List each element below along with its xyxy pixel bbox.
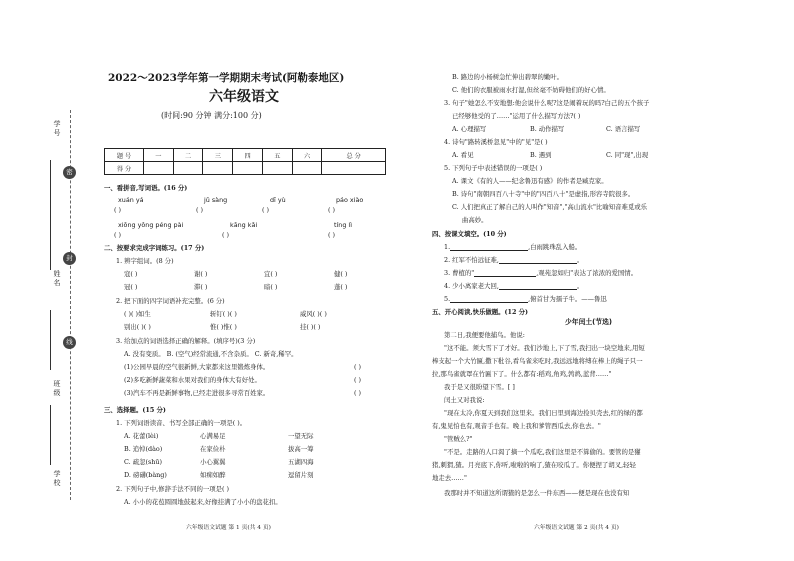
score-cell: 三 <box>203 149 233 162</box>
reading-line: 我于是又很盼望下雪。[ ] <box>444 383 515 391</box>
idiom-fill[interactable]: 斩钉( )( ) <box>210 310 237 318</box>
q2-3-sentence-1: (1)公园早晨的空气很新鲜,大家都来这里锻炼身体。 <box>124 363 270 371</box>
score-input-cell[interactable] <box>173 162 203 175</box>
q2-3-sentence-3: (3)汽车不再是新鲜事物,已经走进很多寻常百姓家。 <box>124 389 270 397</box>
score-input-cell[interactable] <box>292 162 322 175</box>
answer-paren[interactable]: ( ) <box>196 206 204 214</box>
score-input-cell[interactable] <box>322 162 386 175</box>
idiom-fill[interactable]: 挂( )( ) <box>300 323 321 331</box>
score-cell: 总 分 <box>322 149 386 162</box>
bianzi-item: 暗( ) <box>264 283 278 291</box>
c3-option: A. 心理描写 <box>452 125 487 133</box>
answer-paren[interactable]: ( ) <box>222 231 230 239</box>
idiom-fill[interactable]: 别出( )( ) <box>124 323 151 331</box>
section-1-heading: 一、看拼音,写词语。(16 分) <box>104 184 188 192</box>
c1-option: 一望无际 <box>288 432 314 440</box>
c2-option-a: A. 小小的花苞圆圆地鼓起来,好像挂满了小小的盘花扣。 <box>124 498 282 506</box>
fill-text: ,观苑忽如归"表达了浓浓的爱国情。 <box>536 269 638 277</box>
margin-line-xuehao <box>50 160 51 270</box>
c2-prompt: 2. 下列句子中,修辞手法不同的一项是( ) <box>116 485 230 493</box>
pinyin-1: xuán yá <box>118 196 144 204</box>
bianzi-item: 宜( ) <box>264 270 278 278</box>
bianzi-item: 寇( ) <box>124 270 138 278</box>
reading-line: 闰土又对我说: <box>444 396 485 404</box>
reading-line: "这不能。须大雪下了才好。我们沙地上,下了雪,我扫出一块空地来,用短 <box>444 344 645 352</box>
fill-line-4 <box>444 282 583 290</box>
answer-paren[interactable]: ( ) <box>354 389 362 397</box>
fill-number: 5. <box>444 295 451 303</box>
q2-3-prompt: 3. 给加点的词语选择正确的解释。(填序号)(3 分) <box>116 337 256 345</box>
c3-prompt-line2: 已经够他受的了……"运用了什么描写方法?( ) <box>452 112 581 120</box>
score-table <box>104 148 386 175</box>
q2-3-sentence-2: (2)多吃新鲜蔬菜和水果对我们的身体大有好处。 <box>124 376 261 384</box>
pinyin-3: dī yù <box>270 196 286 204</box>
c1-option: 在家俭朴 <box>200 445 226 453</box>
fill-line-2 <box>444 256 583 264</box>
c1-option: 五湖四海 <box>288 458 314 466</box>
score-table-header-row <box>105 149 386 162</box>
q2-2-prompt: 2. 把下面的四字词语补充完整。(6 分) <box>116 297 225 305</box>
reading-title: 少年闰土(节选) <box>565 318 612 326</box>
blank-input[interactable] <box>499 257 577 264</box>
c1-option: 逗留片刻 <box>288 471 314 479</box>
fill-number: 1. <box>444 243 451 251</box>
section-5-heading: 五、开心阅读,快乐做题。(12 分) <box>432 308 529 316</box>
margin-label-xuehao: 学号 <box>53 120 61 138</box>
score-input-cell[interactable] <box>262 162 292 175</box>
seal-mark-mi: 密 <box>63 166 76 179</box>
score-cell: 四 <box>233 149 263 162</box>
margin-line-banji <box>50 405 51 465</box>
bianzi-item: 蓬( ) <box>334 283 348 291</box>
c4-option: A. 看见 <box>452 151 474 159</box>
bianzi-item: 谢( ) <box>194 270 208 278</box>
blank-input[interactable] <box>450 244 528 251</box>
answer-paren[interactable]: ( ) <box>114 206 122 214</box>
reading-line: 有,鬼见怕也有,观音手也有。晚上我和爹管西瓜去,你也去。" <box>432 422 601 430</box>
c1-option: 小心翼翼 <box>200 458 226 466</box>
answer-paren[interactable]: ( ) <box>354 376 362 384</box>
fill-text: ,白雨跳珠乱入船。 <box>528 243 582 251</box>
c2-option-b: B. 路边的小杨树急忙伸出碧翠的嫩叶。 <box>452 73 564 81</box>
reading-line: "管贼么?" <box>444 435 473 443</box>
q2-1-prompt: 1. 辨字组词。(8 分) <box>116 257 174 265</box>
reading-line: "现在太冷,你夏天到我们这里来。我们日里到海边捡贝壳去,红的绿的都 <box>444 409 643 417</box>
score-table-score-row <box>105 162 386 175</box>
answer-paren[interactable]: ( ) <box>354 363 362 371</box>
bianzi-item: 健( ) <box>334 270 348 278</box>
c3-prompt-line1: 3. 句子"她怎么不安地想:他会说什么呢?这是闹着玩的吗?白己的五个孩子 <box>444 99 650 107</box>
c1-option: 如痴如醉 <box>200 471 226 479</box>
score-cell: 一 <box>144 149 174 162</box>
c5-option-a: A. 课文《有的人——纪念鲁迅有感》的作者是臧克家。 <box>452 177 608 185</box>
reading-line: 我那时并不知道这所谓猹的是怎么一件东西——便是现在也没有知 <box>444 489 630 497</box>
answer-paren[interactable]: ( ) <box>328 231 336 239</box>
blank-input[interactable] <box>474 270 536 277</box>
blank-input[interactable] <box>450 296 528 303</box>
score-input-cell[interactable] <box>144 162 174 175</box>
c4-option: C. 同"现",出现 <box>606 151 649 159</box>
bianzi-item: 冠( ) <box>124 283 138 291</box>
c5-option-c-line1: C. 人们把真正了解自己的人叫作"知音","高山流水"比喻知音难觅或乐 <box>452 203 648 211</box>
margin-line-xingming <box>50 310 51 370</box>
c1-option: B. 追悼(dào) <box>124 445 163 453</box>
c3-option: B. 动作描写 <box>530 125 565 133</box>
fill-text: 4. 少小离家老大回, <box>444 282 499 290</box>
margin-label-xuexiao: 学校 <box>53 470 61 488</box>
c4-option: B. 遇到 <box>530 151 552 159</box>
score-cell: 题 号 <box>105 149 144 162</box>
fill-text: 3. 曹植的" <box>444 269 475 277</box>
reading-line: 猪,刺猬,猹。月亮底下,你听,啦啦的响了,猹在咬瓜了。你便捏了胡叉,轻轻 <box>432 461 636 469</box>
reading-line: 拉,那鸟雀就罩在竹匾下了。什么都有:稻鸡,角鸡,鹁鸪,蓝背……" <box>432 370 612 378</box>
score-cell: 五 <box>262 149 292 162</box>
seal-mark-feng: 封 <box>63 252 76 265</box>
c2-option-c: C. 他们的衣服被雨水打湿,但丝毫不妨碍他们的好心情。 <box>452 86 610 94</box>
score-cell: 二 <box>173 149 203 162</box>
seal-mark-xian: 线 <box>63 336 76 349</box>
c5-option-b: B. 诗句"南朝四百八十寺"中的"四百八十"是虚指,形容寺院很多。 <box>452 190 635 198</box>
idiom-fill[interactable]: ( )( )如生 <box>124 310 151 318</box>
exam-title: 2022～2023学年第一学期期末考试(阿勒泰地区) <box>108 72 345 84</box>
exam-meta: (时间:90 分钟 满分:100 分) <box>161 111 262 120</box>
c1-option: 心满易足 <box>200 432 226 440</box>
page-2-footer: 六年级语文试题 第 2 页(共 4 页) <box>534 525 619 531</box>
fill-text: 。 <box>576 282 584 290</box>
section-3-heading: 三、选择题。(15 分) <box>104 406 166 414</box>
reading-line: 棒支起一个大竹匾,撒下秕谷,看鸟雀来吃时,我远远地将缚在棒上的绳子只一 <box>432 357 643 365</box>
section-2-heading: 二、按要求完成字词练习。(17 分) <box>104 244 205 252</box>
score-input-cell[interactable] <box>203 162 233 175</box>
c1-option: A. 花蕾(lèi) <box>124 432 159 440</box>
section-4-heading: 四、按课文填空。(10 分) <box>432 230 507 238</box>
c5-prompt: 5. 下列句子中表述错误的一项是( ) <box>444 164 543 172</box>
c1-option: 拔高一筹 <box>288 445 314 453</box>
c1-prompt: 1. 下列词语读音、书写全部正确的一项是( )。 <box>116 419 247 427</box>
fill-text: 。 <box>576 256 584 264</box>
margin-label-banji: 班级 <box>53 380 61 398</box>
answer-paren[interactable]: ( ) <box>262 206 270 214</box>
pinyin-6: kāng kǎi <box>230 221 258 229</box>
answer-paren[interactable]: ( ) <box>328 206 336 214</box>
reading-line: "不是。走路的人口渴了摘一个瓜吃,我们这里是不算偷的。要管的是獾 <box>444 448 641 456</box>
fill-text: ,俯首甘为孺子牛。——鲁迅 <box>528 295 607 303</box>
reading-line: 地走去……" <box>432 474 467 482</box>
c3-option: C. 语言描写 <box>606 125 641 133</box>
c1-option: C. 疏忽(shū) <box>124 458 163 466</box>
score-cell: 六 <box>292 149 322 162</box>
c1-option: D. 磅礴(bàng) <box>124 471 167 479</box>
answer-paren[interactable]: ( ) <box>114 231 122 239</box>
idiom-fill[interactable]: 威风( )( ) <box>300 310 327 318</box>
bianzi-item: 滞( ) <box>194 283 208 291</box>
c4-prompt: 4. 诗句"路转溪桥忽见"中的"见"是( ) <box>444 138 548 146</box>
score-input-cell[interactable] <box>233 162 263 175</box>
idiom-fill[interactable]: 惟( )惟( ) <box>210 323 237 331</box>
pinyin-7: tíng lì <box>334 221 352 229</box>
fill-line-5 <box>444 295 607 303</box>
fill-text: 2. 红军不怕远征难, <box>444 256 499 264</box>
score-cell: 得 分 <box>105 162 144 175</box>
pinyin-4: páo xiào <box>336 196 364 204</box>
page-1-footer: 六年级语文试题 第 1 页(共 4 页) <box>186 525 271 531</box>
pinyin-2: jǔ sàng <box>204 196 228 204</box>
margin-label-xingming: 姓名 <box>53 270 61 288</box>
reading-line: 第二日,我便要他捕鸟。他说: <box>444 331 525 339</box>
exam-subject: 六年级语文 <box>209 89 279 105</box>
fill-line-3 <box>444 269 637 277</box>
fill-line-1 <box>444 243 581 251</box>
pinyin-5: xiōng yǒng péng pài <box>118 221 184 229</box>
blank-input[interactable] <box>499 283 577 290</box>
c5-option-c-line2: 曲高妙。 <box>462 216 488 224</box>
q2-3-options: A. 没有变质。 B. (空气)经常流通,不含杂质。 C. 新奇,稀罕。 <box>124 350 298 358</box>
